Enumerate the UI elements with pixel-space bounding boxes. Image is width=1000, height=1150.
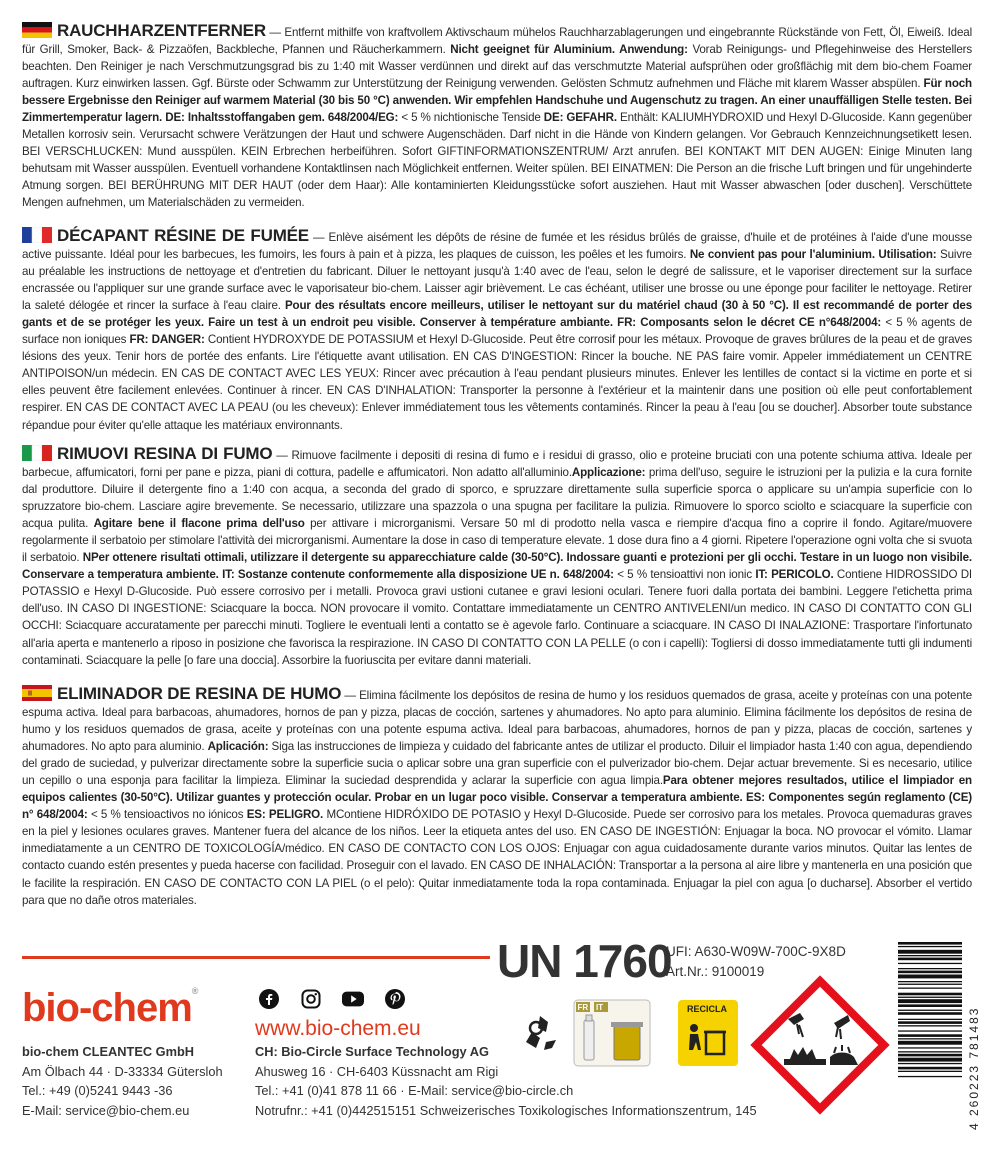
facebook-icon[interactable] <box>258 988 280 1010</box>
french-flag-icon <box>22 227 52 243</box>
text-fr: — Enlève aisément les dépôts de résine de fumée et les résidus brûlés de graisse, d'huile et de protéines à l'aide d'une mousse active puissante. Idéal pour les barbecues, les fumoirs, les fours à pain et à pizza, les plaques de cuisson, les poêles et les fumoirs. <box>22 231 972 262</box>
street-ch: Ahusweg 16 · CH-6403 Küssnacht am Rigi <box>255 1063 499 1079</box>
registered-mark: ® <box>191 986 198 996</box>
accent-divider <box>22 956 490 959</box>
text-es: < 5 % tensioactivos no iónicos <box>87 808 247 822</box>
text-es: Siga las instrucciones de limpieza y cuidado del fabricante antes de utilizar el producto. Diluir el limpiador hasta 1:40 con agua, dependiendo del grado de suciedad, y pulverizar directamente sobre la superficie sucia o aplicar sobre una gran superficie con el pulverizador bio-chem. Dejar actuar brevemente. Si es necesario, utilice un cepillo o una esponja para facilitar la limpieza. Eliminar la suciedad desprendida y aclarar la superficie con agua limpia. <box>22 740 973 788</box>
phone-email-ch: Tel.: +41 (0)41 878 11 66 · E-Mail: service@bio-circle.ch <box>255 1083 574 1098</box>
recycle-sorting-box <box>574 1000 650 1066</box>
section-italian <box>22 445 972 669</box>
barcode <box>896 940 982 1135</box>
un-number: UN 1760 <box>497 935 672 987</box>
barcode-digits: 4 260223 781483 <box>967 1006 981 1130</box>
text-it: — Rimuove facilmente i depositi di resina di fumo e i residui di grasso, olio e proteine bruciati con una potente schiuma attiva. Ideale per barbecue, affumicatori, forni per pane e pizza, piani di cottura, padelle e affumicatori. Non adatto all'alluminio. <box>22 449 972 480</box>
bold-fr: FR: DANGER: <box>129 333 205 347</box>
bold-es: Aplicación: <box>207 740 269 754</box>
barcode-bars <box>898 942 962 1077</box>
email-de: E-Mail: service@bio-chem.eu <box>22 1102 190 1118</box>
text-it: prima dell'uso, seguire le istruzioni per la pulizia e la cura fornite dal produttore. Diluire il detergente fino a 1:40 con acqua, a seconda del grado di sporco, e spruzzare direttamente sulla superficie sporca o applicare su un'ampia superficie con lo spruzzatore bio-chem. Lasciare agire brevemente. Se necessario, utilizzare una spazzola o una spugna per facilitare la pulizia. Rimuovere lo sporco sciolto e sciacquare la superficie con acqua pulita. <box>22 466 972 531</box>
company-name-ch: CH: Bio-Circle Surface Technology AG <box>255 1044 489 1059</box>
title-de: RAUCHHARZENTFERNER <box>57 21 266 40</box>
bold-it: IT: PERICOLO. <box>755 568 834 582</box>
bio-chem-logo <box>22 986 197 1031</box>
section-french <box>22 227 972 434</box>
bold-es: ES: PELIGRO. <box>246 808 324 822</box>
street-de: Am Ölbach 44 · D-33334 Gütersloh <box>22 1063 223 1079</box>
title-fr: DÉCAPANT RÉSINE DE FUMÉE <box>57 226 309 245</box>
emergency-number: Notrufnr.: +41 (0)442515151 Schweizerisches Toxikologisches Informationszentrum, 145 <box>255 1102 757 1118</box>
section-german <box>22 22 972 212</box>
company-name-de: bio-chem CLEANTEC GmbH <box>22 1044 195 1059</box>
bold-es: Para obtener mejores resultados, utilice el limpiador en equipos calientes (30-50°C). Utilizar guantes y protección ocular. Probar en un lugar poco visible. Conservar a temperatura ambiente. ES: Componentes según reglamento (CE) n° 648/2004: <box>22 774 972 822</box>
bold-it: NPer ottenere risultati ottimali, utilizzare il detergente su apparecchiature calde (30-50°C). Indossare guanti e protezioni per gli occhi. Testare in un luogo non visibile. Conservare a temperatura ambiente. IT: Sostanze contenute conformemente alla disposizione UE n. 648/2004: <box>22 551 972 582</box>
youtube-icon[interactable] <box>342 988 364 1010</box>
text-de: Vorab Reinigungs- und Pflegehinweise des Herstellers beachten. Den Reiniger je nach Verschmutzungsgrad bis zu 1:40 mit Wasser verdünnen und direkt auf das verschmutzte Material aufsprühen oder großflächig mit dem bio-chem Foamer auftragen. Kurz einwirken lassen. Ggf. Bürste oder Schwamm zur Unterstützung der Reinigung verwenden. Gelösten Schmutz aufnehmen und Fläche mit klarem Wasser abspülen. <box>22 43 972 91</box>
section-spanish <box>22 685 972 909</box>
text-fr: Suivre au préalable les instructions de nettoyage et d'entretien du fabricant. Diluer le nettoyant jusqu'à 1:40 avec de l'eau, selon le degré de salissure, et le vaporiser directement sur la surface encrassée ou l'appliquer sur une grande surface avec le vaporisateur bio-chem. Laisser agir brièvement. Le cas échéant, utiliser une brosse ou une éponge pour faciliter le nettoyage. Retirer la saleté délogée et rincer la surface à l'eau claire. <box>22 248 972 313</box>
text-de: Enthält: KALIUMHYDROXID und Hexyl D-Glucoside. Kann gegenüber Metallen korrosiv sein. Verursacht schwere Verätzungen der Haut und schwere Augenschäden. Darf nicht in die Hände von Kindern gelangen. Vor Gebrauch Kennzeichnungsetikett lesen. BEI VERSCHLUCKEN: Mund ausspülen. KEIN Erbrechen herbeiführen. Sofort GIFTINFORMATIONSZENTRUM/ Arzt anrufen. BEI KONTAKT MIT DEN AUGEN: Einige Minuten lang behutsam mit Wasser ausspülen. Eventuell vorhandene Kontaktlinsen nach Möglichkeit entfernen. Weiter spülen. BEI EINATMEN: Die Person an die frische Luft bringen und für ungehinderte Atmung sorgen. BEI BERÜHRUNG MIT DER HAUT (oder dem Haar): Alle kontaminierten Kleidungsstücke sofort ausziehen. Haut mit Wasser abwaschen [oder duschen]. Verschüttete Mengen aufnehmen, um Materialschäden zu vermeiden. <box>22 111 973 210</box>
ufi-code: UFI: A630-W09W-700C-9X8D <box>666 944 846 959</box>
recycle-it-label: IT <box>596 1003 604 1012</box>
article-number: Art.Nr.: 9100019 <box>666 964 765 979</box>
phone-de: Tel.: +49 (0)5241 9443 -36 <box>22 1083 173 1098</box>
instagram-icon[interactable] <box>300 988 322 1010</box>
spanish-flag-icon <box>22 685 52 701</box>
logo-text: bio-chem <box>22 986 192 1030</box>
bold-it: Agitare bene il flacone prima dell'uso <box>93 517 305 531</box>
bold-fr: Pour des résultats encore meilleurs, utiliser le nettoyant sur du matériel chaud (30 à 50 °C). Il est recommandé de porter des gants et de se protéger les yeux. Faire un test à un endroit peu visible. Conserver à température ambiante. FR: Composants selon le décret CE n°648/2004: <box>22 299 972 330</box>
text-it: per attivare i microrganismi. Versare 50 ml di prodotto nella vasca e riempire d'acqua fino a coprire il fondo. Agitare/muovere regolarmente il serbatoio per stimolare l'attività dei microrganismi. Aumentare la dose in caso di temperature elevate. 1 dose dura fino a 4 giorni. Ripetere l'operazione ogni volta che si svuota il serbatoio. <box>22 517 973 565</box>
bold-de: DE: GEFAHR. <box>543 111 617 125</box>
text-fr: Contient HYDROXYDE DE POTASSIUM et Hexyl D-Glucoside. Peut être corrosif pour les métaux. Provoque de graves brûlures de la peau et de graves lésions des yeux. Tenir hors de portée des enfants. Lire l'étiquette avant utilisation. EN CAS D'INGESTION: Rincer la bouche. NE PAS faire vomir. Appeler immédiatement un CENTRE ANTIPOISON/un médecin. EN CAS DE CONTACT AVEC LES YEUX: Rincer avec précaution à l'eau pendant plusieurs minutes. Enlever les lentilles de contact si la victime en porte et si elles peuvent être facilement enlevées. Continuer à rincer. EN CAS D'INHALATION: Transporter la personne à l'extérieur et la maintenir dans une position où elle peut confortablement respirer. EN CAS DE CONTACT AVEC LA PEAU (ou les cheveux): Enlever immédiatement tous les vêtements contaminés. Rincer la peau à l'eau [ou se doucher]. Absorber toute substance répandue pour éviter qu'elle attaque les matériaux environnants. <box>22 333 972 432</box>
bold-de: Nicht geeignet für Aluminium. Anwendung: <box>450 43 688 57</box>
bold-de: Für noch bessere Ergebnisse den Reiniger auf warmem Material (30 bis 50 °C) anwenden. Wir empfehlen Handschuhe und Augenschutz zu tragen. An einer unauffälligen Stelle testen. Bei Zimmertemperatur lagern. DE: Inhaltsstoffangaben gem. 648/2004/EG: <box>22 77 972 125</box>
bold-it: Applicazione: <box>571 466 646 480</box>
recicla-label: RECICLA <box>687 1004 727 1014</box>
text-it: Contiene HIDROSSIDO DI POTASSIO e Hexyl D-Glucoside. Può essere corrosivo per i metalli. Provoca gravi ustioni cutanee e gravi lesioni oculari. Tenere fuori dalla portata dei bambini. Leggere l'etichetta prima dell'uso. IN CASO DI INGESTIONE: Sciacquare la bocca. NON provocare il vomito. Contattare immediatamente un CENTRO ANTIVELENI/un medico. IN CASO DI CONTATTO CON GLI OCCHI: Sciacquare accuratamente per parecchi minuti. Togliere le eventuali lenti a contatto se è agevole farlo. Continuare a sciacquare. IN CASO DI INALAZIONE: Trasportare l'infortunato all'aria aperta e mantenerlo a riposo in posizione che favorisca la respirazione. IN CASO DI CONTATTO CON LA PELLE (o con i capelli): Togliersi di dosso immediatamente tutti gli indumenti contaminati. Sciacquare la pelle [o fare una doccia]. Assorbire la fuoriuscita per evitare danni materiali. <box>22 568 972 667</box>
text-de: — Entfernt mithilfe von kraftvollem Aktivschaum mühelos Rauchharzablagerungen und eingebrannte Rückstände von Fett, Öl, Eiweiß. Ideal für Grill, Smoker, Back- & Pizzaöfen, Backbleche, Pfannen und Räucherkammern. <box>22 26 972 57</box>
bold-fr: Ne convient pas pour l'aluminium. Utilisation: <box>689 248 937 262</box>
triman-icon <box>526 1016 556 1050</box>
text-es: MContiene HIDRÓXIDO DE POTASIO y Hexyl D-Glucoside. Puede ser corrosivo para los metales. Provoca quemaduras graves en la piel y lesiones oculares graves. Mantener fuera del alcance de los niños. Leer la etiqueta antes del uso. EN CASO DE INGESTIÓN: Enjuagar la boca. NO provocar el vómito. Llamar inmediatamente a un CENTRO DE TOXICOLOGÍA/médico. EN CASO DE CONTACTO CON LOS OJOS: Enjuagar con agua cuidadosamente durante varios minutos. Quitar las lentes de contacto cuando estén presentes y pueda hacerse con facilidad. Proseguir con el lavado. EN CASO DE INHALACIÓN: Transportar a la persona al aire libre y mantenerla en una posición que le facilite la respiración. EN CASO DE CONTACTO CON LA PIEL (o el pelo): Quitar inmediatamente toda la ropa contaminada. Enjuagar la piel con agua [o ducharse]. Absorber el vertido para que no dañe otros materiales. <box>22 808 973 907</box>
social-icons <box>258 988 406 1010</box>
recicla-icon <box>678 1000 738 1066</box>
address-de <box>22 1042 223 1120</box>
title-es: ELIMINADOR DE RESINA DE HUMO <box>57 684 342 703</box>
recycling-info <box>522 998 740 1073</box>
website-link[interactable]: www.bio-chem.eu <box>255 1017 421 1040</box>
text-de: < 5 % nichtionische Tenside <box>398 111 544 125</box>
recycle-fr-label: FR <box>577 1003 589 1012</box>
text-es: — Elimina fácilmente los depósitos de resina de humo y los residuos quemados de grasa, aceite y proteínas con una potente espuma activa. Ideal para barbacoas, ahumadores, hornos de pan y pizza, placas de cocción, sartenes y ahumadores. No apto para aluminio. Elimina fácilmente los depósitos de resina de humo y los residuos quemados de grasa, aceite y proteínas con una potente espuma activa. Ideal para barbacoas, ahumadores, hornos de pan y pizza, placas de cocción, sartenes y ahumadores. No apto para aluminio. <box>22 689 972 754</box>
text-fr: < 5 % agents de surface non ioniques <box>22 316 972 347</box>
text-it: < 5 % tensioattivi non ionic <box>613 568 756 582</box>
german-flag-icon <box>22 22 52 38</box>
title-it: RIMUOVI RESINA DI FUMO <box>57 444 273 463</box>
ghs05-corrosive-icon <box>750 975 890 1120</box>
italian-flag-icon <box>22 445 52 461</box>
pinterest-icon[interactable] <box>384 988 406 1010</box>
